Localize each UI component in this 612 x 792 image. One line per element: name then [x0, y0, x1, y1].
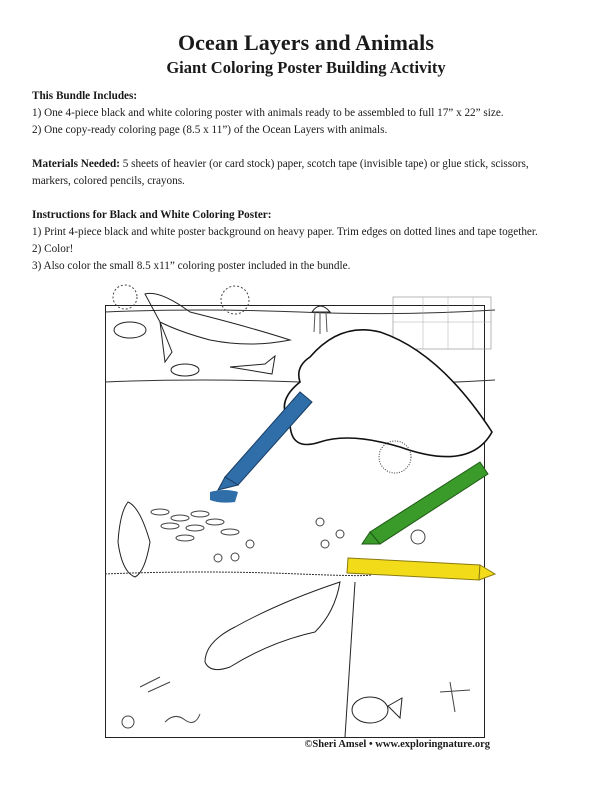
layer-line: [105, 572, 371, 576]
page-title: Ocean Layers and Animals: [177, 30, 435, 55]
tuna-drawing: [171, 364, 199, 376]
fish-school-drawing: [151, 509, 239, 541]
instructions-heading: Instructions for Black and White Coloring Poster:: [32, 209, 272, 221]
copyright-credit: ©Sheri Amsel • www.exploringnature.org: [304, 739, 490, 750]
bundle-heading: This Bundle Includes:: [32, 90, 138, 102]
turtle-drawing: [114, 322, 146, 338]
deep-shrimp-drawing: [140, 677, 170, 692]
instruction-item: 1) Print 4-piece black and white poster background on heavy paper. Trim edges on dotted lines and tape together.: [32, 226, 538, 238]
green-crayon: [362, 462, 488, 544]
instructions-body: [32, 88, 592, 275]
jellyfish-drawing: [312, 306, 330, 312]
kelp-drawing: [113, 285, 137, 309]
instruction-item: 3) Also color the small 8.5 x11” coloring poster included in the bundle.: [32, 260, 351, 272]
surface-line: [105, 310, 495, 314]
instruction-item: 2) Color!: [32, 243, 74, 255]
squid-drawing: [118, 502, 150, 577]
bundle-item: 2) One copy-ready coloring page (8.5 x 11”) of the Ocean Layers with animals.: [32, 124, 388, 136]
deep-shrimp-drawing: [440, 682, 470, 712]
reef-grid: [393, 297, 491, 349]
yellow-crayon: [347, 558, 495, 580]
jellyfish-tentacles: [314, 312, 327, 334]
poster-seam: [345, 582, 355, 737]
small-anglerfish-drawing: [122, 716, 134, 728]
materials-line: [32, 156, 592, 173]
bundle-item: 1) One 4-piece black and white coloring poster with animals ready to be assembled to full 17” x 22” size.: [32, 107, 504, 119]
materials-heading: Materials Needed:: [32, 158, 120, 170]
ocean-illustration: [100, 282, 500, 742]
page-subtitle: Giant Coloring Poster Building Activity: [166, 58, 446, 77]
humpback-whale-drawing: [145, 293, 290, 344]
anglerfish-drawing: [352, 697, 388, 723]
shark-drawing: [230, 356, 275, 374]
materials-text: 5 sheets of heavier (or card stock) paper, scotch tape (invisible tape) or glue stick, scissors,: [119, 158, 529, 170]
eel-drawing: [165, 714, 200, 722]
whale-fin: [160, 322, 172, 362]
blue-scribble: [210, 490, 238, 503]
sperm-whale-drawing: [205, 582, 340, 670]
materials-text-2: markers, colored pencils, crayons.: [32, 175, 185, 187]
